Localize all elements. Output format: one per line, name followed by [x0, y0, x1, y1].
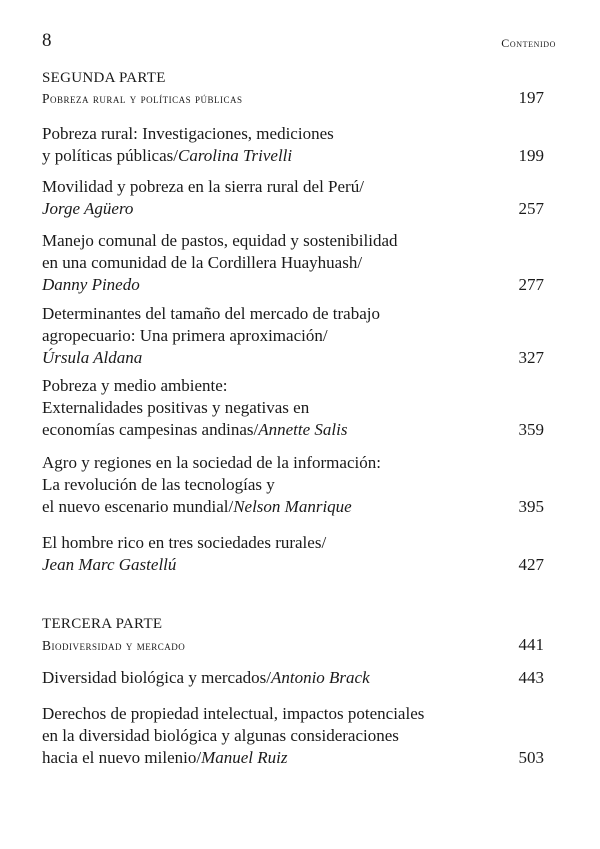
- page-ref: 427: [518, 555, 544, 574]
- entry-title-line: economías campesinas andinas/Annette Salis: [42, 420, 348, 439]
- part-title-row: [42, 90, 544, 108]
- entry-title-line: el nuevo escenario mundial/Nelson Manrique: [42, 497, 352, 516]
- entry-title-line: agropecuario: Una primera aproximación/: [42, 326, 328, 345]
- entry-author: Antonio Brack: [270, 668, 370, 687]
- page-ref: 327: [518, 348, 544, 367]
- toc-entry[interactable]: [42, 375, 544, 441]
- page-number: 8: [42, 30, 52, 51]
- page-ref: 395: [518, 497, 544, 516]
- entry-title-line: y políticas públicas/Carolina Trivelli: [42, 146, 293, 165]
- entry-author: Carolina Trivelli: [177, 146, 293, 165]
- page-ref: 199: [518, 146, 544, 165]
- part-title: Biodiversidad y mercado: [42, 638, 186, 653]
- entry-author: Jean Marc Gastellú: [42, 555, 177, 574]
- entry-author: Nelson Manrique: [233, 497, 352, 516]
- part-label: TERCERA PARTE: [42, 616, 163, 632]
- entry-author: Úrsula Aldana: [42, 348, 143, 367]
- entry-title-line: Determinantes del tamaño del mercado de trabajo: [42, 304, 380, 323]
- part-title-row: [42, 637, 544, 655]
- entry-author: Danny Pinedo: [42, 275, 140, 294]
- page-ref: 197: [518, 88, 544, 107]
- entry-title-line: Agro y regiones en la sociedad de la información:: [42, 453, 381, 472]
- entry-author: Manuel Ruiz: [201, 748, 288, 767]
- entry-title-line: en una comunidad de la Cordillera Huayhuash/: [42, 253, 363, 272]
- toc-entry[interactable]: [42, 123, 544, 167]
- entry-title-line: en la diversidad biológica y algunas consideraciones: [42, 726, 399, 745]
- entry-title-line: El hombre rico en tres sociedades rurales/: [42, 533, 327, 552]
- entry-title-line: La revolución de las tecnologías y: [42, 475, 275, 494]
- part-title: Pobreza rural y políticas públicas: [42, 91, 243, 106]
- toc-entry[interactable]: [42, 176, 544, 220]
- page-ref: 441: [518, 635, 544, 654]
- entry-author: Annette Salis: [258, 420, 348, 439]
- entry-title-line: Manejo comunal de pastos, equidad y sostenibilidad: [42, 231, 398, 250]
- page-ref: 257: [518, 199, 544, 218]
- entry-title-line: Derechos de propiedad intelectual, impactos potenciales: [42, 704, 425, 723]
- page-ref: 359: [518, 420, 544, 439]
- toc-entry[interactable]: [42, 452, 544, 518]
- entry-title-line: Externalidades positivas y negativas en: [42, 398, 310, 417]
- entry-title-line: Pobreza rural: Investigaciones, mediciones: [42, 124, 334, 143]
- toc-entry[interactable]: [42, 303, 544, 369]
- toc-entry[interactable]: [42, 230, 544, 296]
- entry-title-line: hacia el nuevo milenio/Manuel Ruiz: [42, 748, 288, 767]
- page-ref: 503: [518, 748, 544, 767]
- page-ref: 277: [518, 275, 544, 294]
- toc-entry[interactable]: [42, 703, 544, 769]
- entry-title-line: Pobreza y medio ambiente:: [42, 376, 228, 395]
- entry-author: Jorge Agüero: [42, 199, 134, 218]
- entry-title-line: Movilidad y pobreza en la sierra rural del Perú/: [42, 177, 364, 196]
- toc-entry[interactable]: [42, 667, 544, 689]
- toc-entry[interactable]: [42, 532, 544, 576]
- part-label: SEGUNDA PARTE: [42, 70, 166, 86]
- entry-title-line: Diversidad biológica y mercados/Antonio Brack: [42, 668, 370, 687]
- page-ref: 443: [518, 668, 544, 687]
- running-head: Contenido: [501, 36, 556, 50]
